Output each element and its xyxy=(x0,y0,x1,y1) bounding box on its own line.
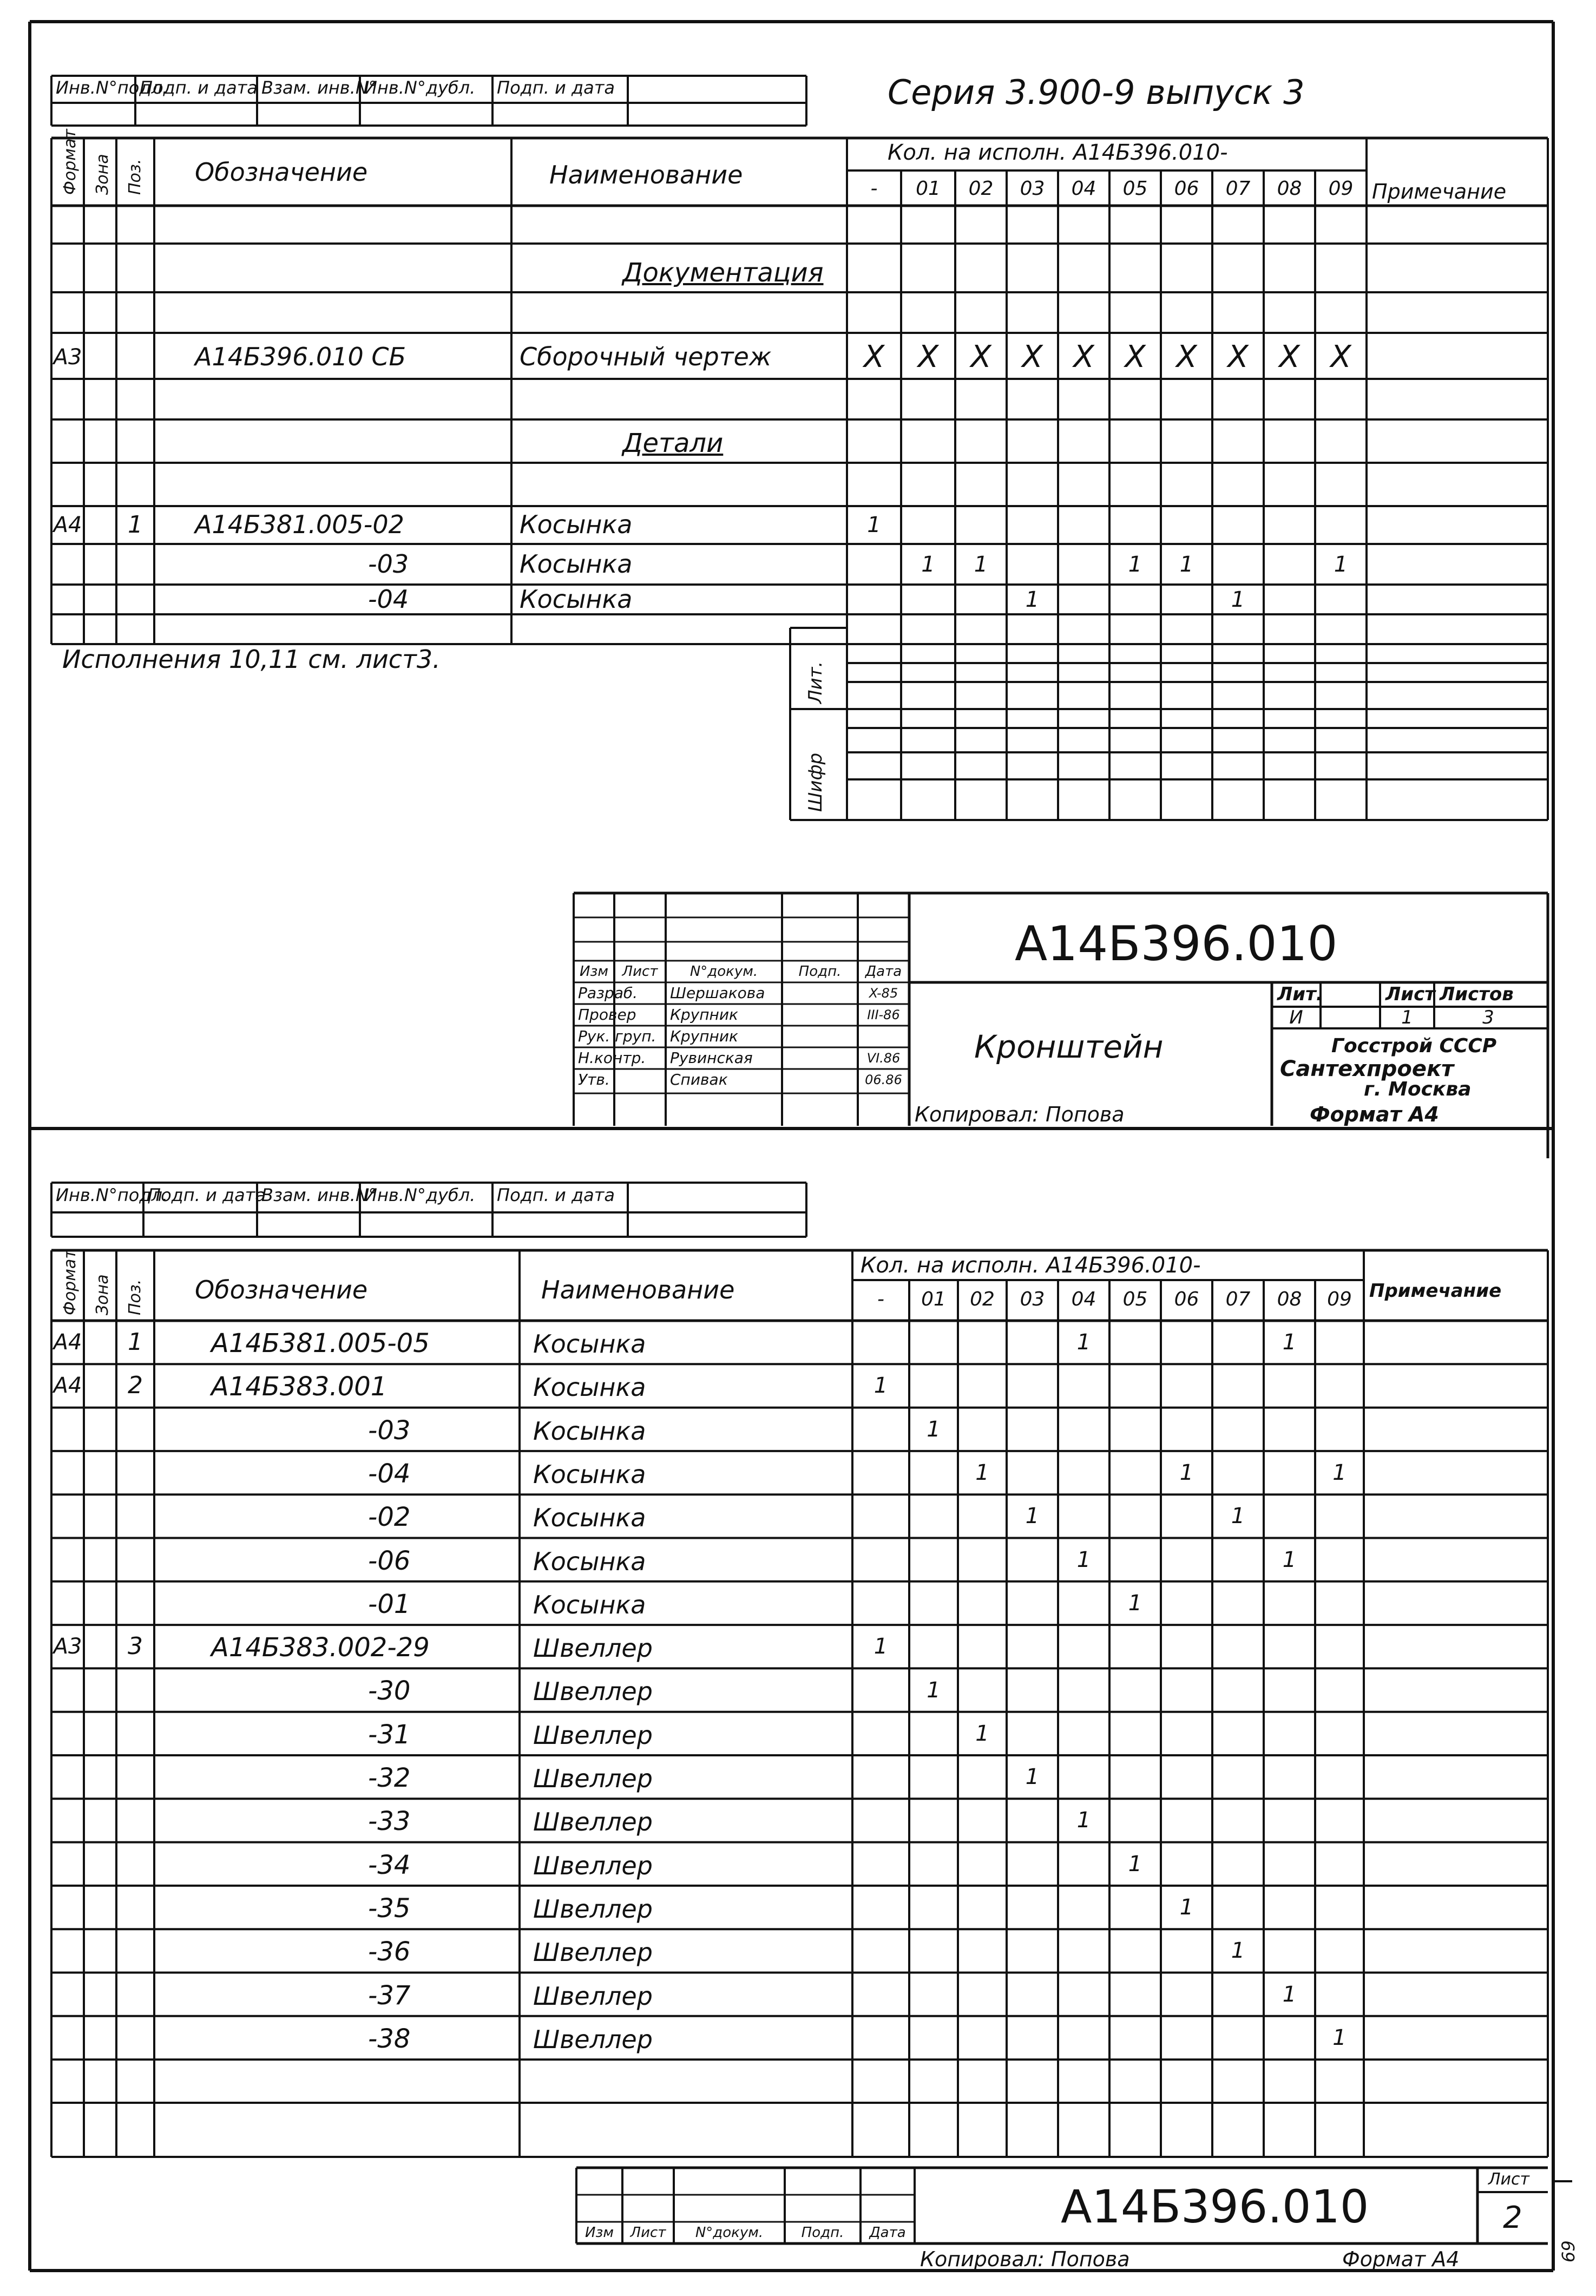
row-name: Косынка xyxy=(520,549,633,579)
qty-mark: 1 xyxy=(975,1721,989,1746)
exec-col-header: - xyxy=(877,1288,884,1310)
exec-col-header: 02 xyxy=(968,178,994,200)
row-designation: -32 xyxy=(368,1763,411,1793)
row-designation: -35 xyxy=(368,1893,411,1924)
format-label: Формат А4 xyxy=(1310,1103,1439,1126)
exec-col-header: 04 xyxy=(1071,1288,1096,1310)
qty-mark: X xyxy=(1125,339,1146,375)
rev-header: Подп. xyxy=(801,2225,844,2241)
stamp-header: Подп. и дата xyxy=(497,77,615,98)
qty-mark: 1 xyxy=(873,1634,888,1659)
qty-mark: 1 xyxy=(1128,1590,1142,1616)
qty-mark: 1 xyxy=(1179,552,1194,577)
exec-col-header: 08 xyxy=(1277,1288,1302,1310)
stamp-header: Инв.N°дубл. xyxy=(364,1185,476,1205)
row-pos: 1 xyxy=(128,1328,143,1356)
row-name: Швеллер xyxy=(533,1807,653,1837)
qty-mark: X xyxy=(863,339,885,375)
person-role: Разраб. xyxy=(578,984,638,1002)
col-pos-header: Поз. xyxy=(126,159,145,195)
row-designation: -02 xyxy=(368,1502,411,1533)
section-details: Детали xyxy=(622,428,724,458)
side-label-code: Шифр xyxy=(805,752,826,812)
row-name: Косынка xyxy=(533,1590,646,1619)
row-designation: -06 xyxy=(368,1545,411,1576)
row-name: Швеллер xyxy=(533,1981,653,2011)
row-name: Швеллер xyxy=(533,1720,653,1750)
row-name: Косынка xyxy=(533,1459,646,1489)
person-name: Шершакова xyxy=(670,984,765,1002)
sheets-value: 3 xyxy=(1482,1007,1494,1028)
stamp-header: Инв.N°дубл. xyxy=(364,77,476,98)
row-format: А4 xyxy=(53,1373,82,1399)
qty-mark: 1 xyxy=(1282,1547,1297,1572)
stamp-header: Взам. инв.N° xyxy=(261,77,377,98)
qty-mark: 1 xyxy=(1076,1330,1091,1355)
col-pos-header: Поз. xyxy=(126,1279,145,1315)
document-name: Кронштейн xyxy=(974,1028,1164,1065)
rev-header: Изм xyxy=(585,2225,614,2241)
rev-header: Подп. xyxy=(798,963,842,980)
qty-mark: X xyxy=(1227,339,1249,375)
row-designation: -03 xyxy=(368,549,409,579)
col-name-header: Наименование xyxy=(549,160,743,189)
sheet-value: 1 xyxy=(1401,1007,1413,1028)
qty-mark: 1 xyxy=(1334,552,1348,577)
rev-header: Дата xyxy=(865,963,902,980)
stamp-header: Подп. и дата xyxy=(140,77,258,98)
qty-mark: 1 xyxy=(1231,1504,1245,1529)
row-designation: -37 xyxy=(368,1980,411,2011)
qty-mark: 1 xyxy=(1128,1851,1142,1877)
sheet-label: Лист xyxy=(1385,983,1435,1005)
row-pos: 1 xyxy=(128,511,143,539)
section-documentation: Документация xyxy=(622,258,824,288)
row-designation: А14Б396.010 СБ xyxy=(195,342,406,371)
row-name: Косынка xyxy=(533,1329,646,1359)
exec-col-header: 05 xyxy=(1122,178,1148,200)
exec-col-header: 05 xyxy=(1122,1288,1148,1310)
row-name: Сборочный чертеж xyxy=(520,342,772,371)
row-name: Косынка xyxy=(533,1373,646,1402)
stamp-header: Инв.N°подл. xyxy=(56,1185,168,1205)
qty-mark: 1 xyxy=(1332,2025,1347,2050)
series-title: Серия 3.900-9 выпуск 3 xyxy=(888,73,1305,112)
row-format: А4 xyxy=(53,1330,82,1355)
side-label-lit: Лит. xyxy=(805,661,826,704)
qty-mark: 1 xyxy=(927,1416,941,1442)
qty-mark: 1 xyxy=(1282,1330,1297,1355)
col-zone-header: Зона xyxy=(93,154,112,195)
row-name: Косынка xyxy=(533,1416,646,1446)
row-designation: -03 xyxy=(368,1415,411,1446)
qty-mark: X xyxy=(970,339,991,375)
footer-sheet-label: Лист xyxy=(1488,2170,1530,2189)
exec-col-header: 03 xyxy=(1020,1288,1045,1310)
exec-col-header: 04 xyxy=(1071,178,1096,200)
person-role: Н.контр. xyxy=(578,1049,646,1067)
col-qty-header: Кол. на исполн. А14Б396.010- xyxy=(888,140,1228,165)
row-designation: -04 xyxy=(368,584,409,614)
qty-mark: 1 xyxy=(867,513,881,537)
qty-mark: 1 xyxy=(975,1460,989,1486)
row-name: Косынка xyxy=(520,510,633,539)
row-name: Швеллер xyxy=(533,2024,653,2054)
row-designation: А14Б381.005-02 xyxy=(195,510,404,539)
person-date: VI.86 xyxy=(866,1051,901,1066)
row-designation: -34 xyxy=(368,1849,411,1880)
col-format-header: Формат xyxy=(61,1249,80,1315)
col-name-header: Наименование xyxy=(541,1275,735,1304)
qty-mark: 1 xyxy=(1025,587,1040,612)
exec-col-header: 08 xyxy=(1277,178,1302,200)
row-designation: -33 xyxy=(368,1806,411,1837)
format-label: Формат А4 xyxy=(1342,2247,1460,2271)
rev-header: Лист xyxy=(622,963,658,980)
person-date: X-85 xyxy=(869,986,898,1001)
exec-col-header: 01 xyxy=(921,1288,946,1310)
stamp-header: Инв.N°подл. xyxy=(56,77,168,98)
rev-header: N°докум. xyxy=(689,963,758,980)
stamp-header: Подп. и дата xyxy=(148,1185,266,1205)
qty-mark: 1 xyxy=(1025,1764,1040,1790)
row-designation: -01 xyxy=(368,1589,411,1619)
exec-col-header: 09 xyxy=(1327,1288,1352,1310)
edge-number: 69 xyxy=(1558,2240,1579,2262)
exec-col-header: 02 xyxy=(970,1288,995,1310)
col-designation-header: Обозначение xyxy=(195,1275,368,1304)
row-format: А3 xyxy=(53,1634,82,1659)
org-institute: Сантехпроект xyxy=(1280,1057,1454,1081)
copied-by: Копировал: Попова xyxy=(915,1103,1125,1126)
row-pos: 2 xyxy=(128,1372,143,1400)
qty-mark: X xyxy=(1022,339,1043,375)
person-role: Рук. груп. xyxy=(578,1027,656,1045)
person-name: Рувинская xyxy=(670,1049,753,1067)
col-note-header: Примечание xyxy=(1369,1280,1502,1302)
person-name: Спивак xyxy=(670,1071,728,1088)
row-name: Швеллер xyxy=(533,1764,653,1793)
row-name: Косынка xyxy=(533,1503,646,1533)
row-pos: 3 xyxy=(128,1632,143,1661)
exec-col-header: 06 xyxy=(1174,1288,1199,1310)
org-city: г. Москва xyxy=(1364,1078,1472,1100)
qty-mark: X xyxy=(917,339,939,375)
qty-mark: 1 xyxy=(1231,1938,1245,1964)
row-format: А4 xyxy=(53,513,82,537)
col-zone-header: Зона xyxy=(93,1274,112,1315)
col-qty-header: Кол. на исполн. А14Б396.010- xyxy=(861,1253,1201,1278)
stamp-header: Взам. инв.N° xyxy=(261,1185,377,1205)
row-designation: -04 xyxy=(368,1458,411,1489)
qty-mark: X xyxy=(1279,339,1300,375)
row-designation: А14Б381.005-05 xyxy=(211,1328,430,1359)
qty-mark: 1 xyxy=(1231,587,1245,612)
qty-mark: 1 xyxy=(1025,1504,1040,1529)
exec-col-header: 09 xyxy=(1328,178,1354,200)
person-name: Крупник xyxy=(670,1006,738,1024)
col-note-header: Примечание xyxy=(1372,180,1507,204)
org-ministry: Госстрой СССР xyxy=(1331,1035,1497,1057)
qty-mark: 1 xyxy=(1332,1460,1347,1486)
copied-by: Копировал: Попова xyxy=(920,2247,1130,2271)
qty-mark: 1 xyxy=(1076,1808,1091,1833)
qty-mark: X xyxy=(1330,339,1351,375)
exec-col-header: 07 xyxy=(1225,178,1251,200)
row-name: Швеллер xyxy=(533,1894,653,1924)
row-name: Косынка xyxy=(533,1546,646,1576)
rev-header: N°докум. xyxy=(695,2225,764,2241)
row-designation: -38 xyxy=(368,2023,411,2054)
col-designation-header: Обозначение xyxy=(195,158,368,187)
qty-mark: 1 xyxy=(1179,1895,1194,1920)
row-name: Швеллер xyxy=(533,1938,653,1967)
qty-mark: 1 xyxy=(927,1677,941,1703)
row-format: А3 xyxy=(53,345,82,370)
exec-col-header: - xyxy=(870,178,878,200)
rev-header: Дата xyxy=(869,2225,906,2241)
exec-col-header: 07 xyxy=(1225,1288,1251,1310)
stamp-header: Подп. и дата xyxy=(497,1185,615,1205)
footer-code: А14Б396.010 xyxy=(1061,2180,1369,2233)
qty-mark: 1 xyxy=(1076,1547,1091,1572)
row-designation: А14Б383.001 xyxy=(211,1372,387,1402)
row-name: Швеллер xyxy=(533,1851,653,1880)
qty-mark: X xyxy=(1073,339,1094,375)
person-role: Провер xyxy=(578,1006,636,1024)
execution-note: Исполнения 10,11 см. лист3. xyxy=(62,645,441,674)
qty-mark: 1 xyxy=(1282,1982,1297,2007)
exec-col-header: 01 xyxy=(916,178,941,200)
row-designation: -36 xyxy=(368,1937,411,1967)
qty-mark: 1 xyxy=(1179,1460,1194,1486)
rev-header: Лист xyxy=(630,2225,666,2241)
person-role: Утв. xyxy=(578,1071,610,1088)
row-name: Швеллер xyxy=(533,1677,653,1707)
qty-mark: X xyxy=(1176,339,1197,375)
person-name: Крупник xyxy=(670,1027,738,1045)
row-designation: -31 xyxy=(368,1719,411,1750)
person-date: III-86 xyxy=(867,1007,900,1022)
row-name: Косынка xyxy=(520,584,633,614)
rev-header: Изм xyxy=(580,963,608,980)
exec-col-header: 06 xyxy=(1174,178,1199,200)
row-name: Швеллер xyxy=(533,1634,653,1663)
qty-mark: 1 xyxy=(873,1373,888,1399)
row-designation: -30 xyxy=(368,1676,411,1707)
lit-value: И xyxy=(1289,1007,1303,1028)
qty-mark: 1 xyxy=(974,552,988,577)
lit-label: Лит. xyxy=(1277,983,1323,1005)
col-format-header: Формат xyxy=(61,129,80,195)
document-code: А14Б396.010 xyxy=(1015,916,1338,972)
footer-sheet-value: 2 xyxy=(1503,2200,1522,2235)
qty-mark: 1 xyxy=(1128,552,1142,577)
qty-mark: 1 xyxy=(921,552,935,577)
exec-col-header: 03 xyxy=(1020,178,1045,200)
person-date: 06.86 xyxy=(865,1072,902,1087)
row-designation: А14Б383.002-29 xyxy=(211,1632,430,1663)
sheets-label: Листов xyxy=(1440,983,1514,1005)
